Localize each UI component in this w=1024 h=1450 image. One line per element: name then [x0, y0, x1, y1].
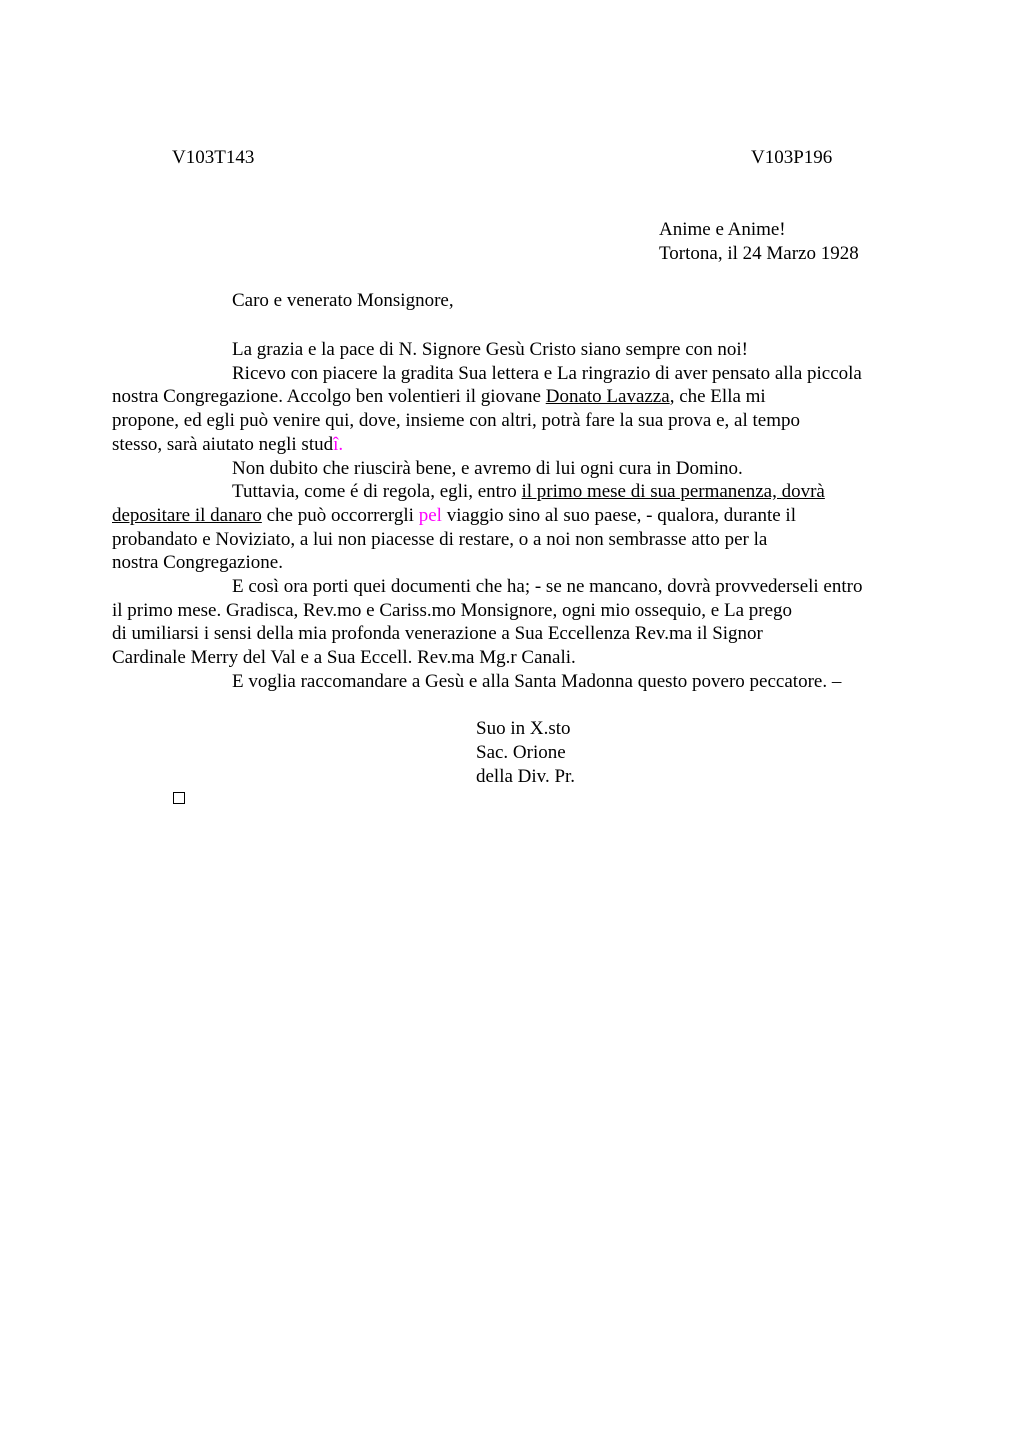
paragraph-4-line-4: nostra Congregazione. — [112, 552, 283, 574]
highlighted-word: pel — [418, 504, 442, 526]
signature-line-3: della Div. Pr. — [476, 766, 576, 787]
paragraph-4-line-3: probandato e Noviziato, a lui non piacesse di restare, o a noi non sembrasse atto per la — [112, 528, 768, 550]
paragraph-6 — [172, 670, 932, 694]
paragraph-5 — [112, 575, 932, 670]
signature-line-2: Sac. Orione — [476, 742, 566, 763]
paragraph-2-line-2 — [112, 386, 766, 407]
paragraph-2-line-1: Ricevo con piacere la gradita Sua lettera e La ringrazio di aver pensato alla piccola — [232, 362, 862, 384]
signature-line-1: Suo in X.sto — [476, 718, 571, 739]
underlined-name: Donato Lavazza — [545, 386, 670, 408]
motto: Anime e Anime! — [659, 219, 786, 240]
paragraph-3-text: Non dubito che riuscirà bene, e avremo di lui ogni cura in Domino. — [232, 457, 743, 479]
paragraph-5-line-2: il primo mese. Gradisca, Rev.mo e Cariss.mo Monsignore, ogni mio ossequio, e La prego — [112, 599, 793, 621]
place-date: Tortona, il 24 Marzo 1928 — [659, 243, 859, 264]
paragraph-2 — [112, 362, 932, 457]
signature-block — [476, 717, 575, 789]
end-marker-box — [173, 792, 185, 804]
paragraph-1 — [172, 338, 932, 362]
paragraph-2-line-4-start: stesso, sarà aiutato negli stud — [112, 433, 334, 455]
letter-heading — [659, 218, 859, 266]
paragraph-4-line-2-mid: che può occorrergli — [261, 504, 419, 526]
letter-body — [112, 338, 932, 694]
paragraph-4 — [112, 480, 932, 575]
salutation: Caro e venerato Monsignore, — [232, 290, 454, 311]
document-code-left: V103T143 — [172, 147, 255, 168]
underlined-phrase-1: il primo mese di sua permanenza, dovrà — [521, 481, 825, 503]
paragraph-5-line-4: Cardinale Merry del Val e a Sua Eccell. Rev.ma Mg.r Canali. — [112, 647, 576, 669]
paragraph-1-text: La grazia e la pace di N. Signore Gesù Cristo siano sempre con noi! — [232, 339, 749, 360]
paragraph-4-line-2-end: viaggio sino al suo paese, - qualora, durante il — [441, 504, 796, 526]
paragraph-4-line-2 — [112, 505, 796, 526]
document-code-right: V103P196 — [751, 147, 833, 168]
paragraph-6-text: E voglia raccomandare a Gesù e alla Santa Madonna questo povero peccatore. – — [232, 670, 842, 692]
paragraph-2-line-3: propone, ed egli può venire qui, dove, insieme con altri, potrà fare la sua prova e, al tempo — [112, 410, 800, 432]
paragraph-5-line-1: E così ora porti quei documenti che ha; - se ne mancano, dovrà provvederseli entro — [232, 576, 863, 598]
paragraph-3 — [172, 457, 932, 481]
paragraph-2-line-2-start: nostra Congregazione. Accolgo ben volentieri il giovane — [112, 386, 546, 408]
underlined-phrase-2: depositare il danaro — [112, 504, 262, 526]
paragraph-4-line-1-start: Tuttavia, come é di regola, egli, entro — [232, 481, 522, 503]
paragraph-5-line-3: di umiliarsi i sensi della mia profonda venerazione a Sua Eccellenza Rev.ma il Signor — [112, 623, 763, 645]
paragraph-2-line-4-end: . — [338, 433, 344, 455]
paragraph-2-line-4 — [112, 434, 343, 455]
paragraph-2-line-2-end: , che Ella mi — [669, 386, 766, 408]
highlighted-char: î — [333, 433, 339, 455]
